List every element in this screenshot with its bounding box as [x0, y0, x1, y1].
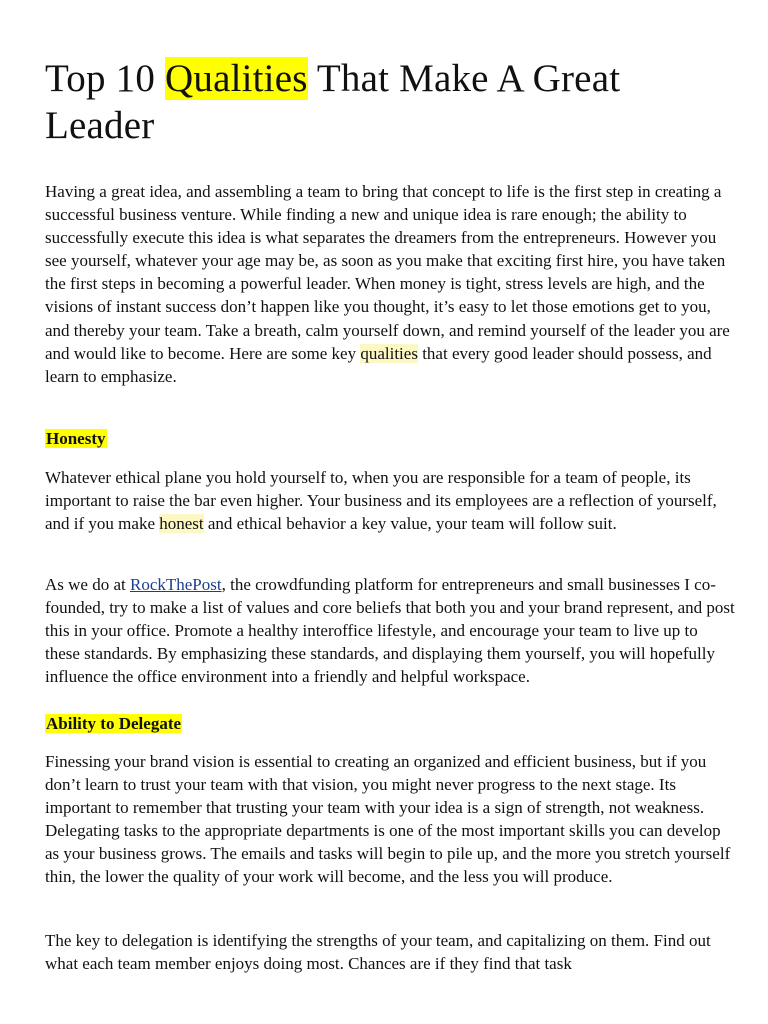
honesty-paragraph-2: [45, 573, 735, 688]
delegate-paragraph-2: The key to delegation is identifying the strengths of your team, and capitalizing on them. Find out what each team member enjoys doing most. Chances are if they find that task: [45, 931, 711, 974]
title-after: That Make A Great Leader: [45, 57, 621, 147]
rockthepost-link[interactable]: RockThePost: [129, 575, 222, 594]
honesty-paragraph-1: [45, 466, 735, 535]
intro-highlight: qualities: [360, 343, 418, 363]
intro-text-before: Having a great idea, and assembling a team to bring that concept to life is the first step in creating a successful business venture. While finding a new and unique idea is rare enough; the ability to successfully execute this idea is what separates the dreamers from the entrepreneurs. However you see yourself, whatever your age may be, as soon as you make that exciting first hire, you have taken the first steps in becoming a powerful leader. When money is tight, stress levels are high, and the visions of instant success don’t happen like you thought, it’s easy to let those emotions get to you, and thereby your team. Take a breath, calm yourself down, and remind yourself of the leader you are and would like to become. Here are some key: [45, 182, 730, 363]
honesty-p1-before: Whatever ethical plane you hold yourself to, when you are responsible for a team of people, its important to raise the bar even higher. Your business and its employees are a reflection of yourself, and if you make: [45, 468, 717, 534]
delegate-paragraph-1: Finessing your brand vision is essential to creating an organized and efficient business, but if you don’t learn to trust your team with that vision, you might never progress to the next stage. Its important to remember that trusting your team with your idea is a sign of strength, not weakness. Delegating tasks to the appropriate departments is one of the most important skills you can develop as your business grows. The emails and tasks will begin to pile up, and the more you stretch yourself thin, the lower the quality of your work will become, and the less you will produce.: [45, 752, 731, 887]
delegate-heading-text: Ability to Delegate: [46, 714, 182, 733]
honesty-p1-highlight: honest: [159, 514, 204, 534]
title-before: Top 10: [45, 57, 165, 100]
honesty-heading-text: Honesty: [46, 429, 106, 448]
intro-text-after: that every good leader should possess, and learn to emphasize.: [45, 343, 712, 386]
section-heading-delegate: [45, 712, 182, 735]
page-title: [45, 55, 735, 149]
honesty-p2-after: , the crowdfunding platform for entrepreneurs and small businesses I co-founded, try to make a list of values and core beliefs that both you and your brand represent, and post this in your office. Promote a healthy interoffice lifestyle, and encourage your team to live up to these standards. By emphasizing these standards, and displaying them yourself, you will hopefully influence the office environment into a friendly and helpful workspace.: [45, 575, 735, 687]
honesty-p2-before: As we do at: [45, 575, 130, 594]
honesty-p1-after: and ethical behavior a key value, your team will follow suit.: [203, 514, 617, 534]
intro-paragraph: [45, 180, 735, 388]
section-heading-honesty: [45, 427, 107, 450]
title-highlight: Qualities: [165, 57, 308, 100]
